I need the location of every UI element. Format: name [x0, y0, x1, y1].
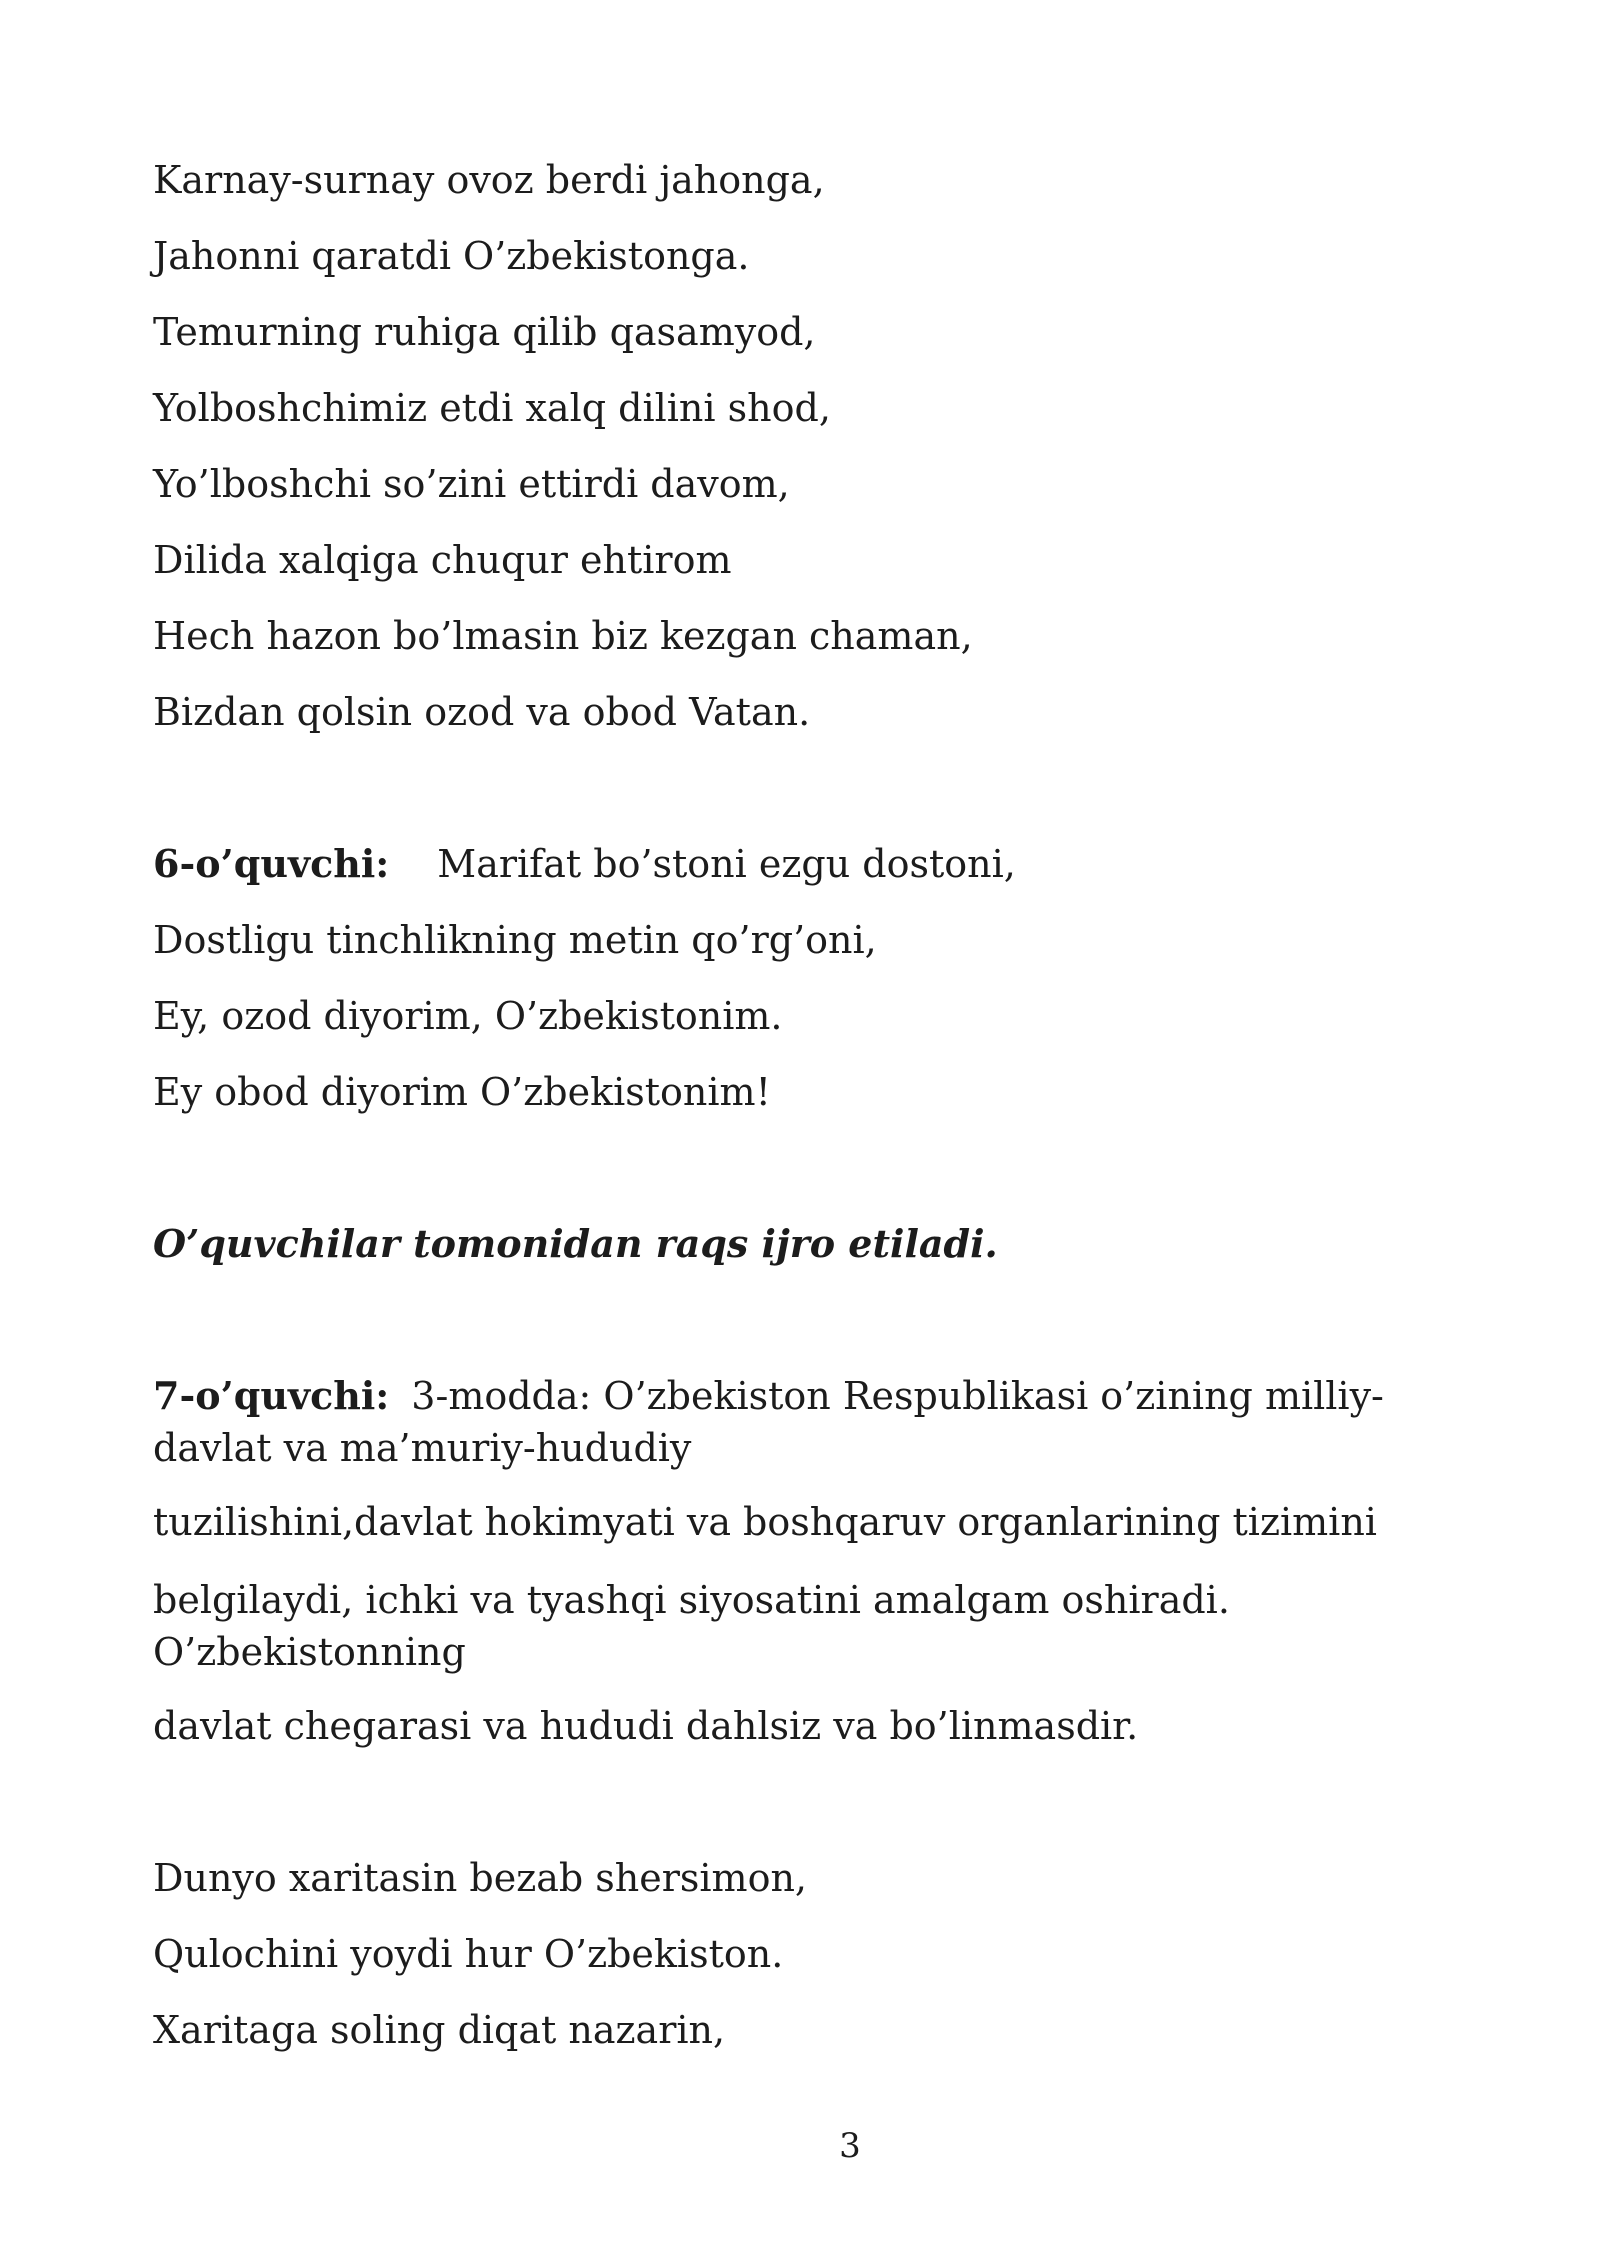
- poem-line: Dilida xalqiga chuqur ehtirom: [153, 538, 732, 582]
- poem-line: Dostligu tinchlikning metin qo’rg’oni,: [153, 918, 877, 962]
- poem-line: Dunyo xaritasin bezab shersimon,: [153, 1856, 808, 1900]
- poem-line: Hech hazon bo’lmasin biz kezgan chaman,: [153, 614, 973, 658]
- poem-line: Ey obod diyorim O’zbekistonim!: [153, 1070, 771, 1114]
- poem-line: Bizdan qolsin ozod va obod Vatan.: [153, 690, 811, 734]
- speaker-label: 6-o’quvchi:: [153, 841, 390, 886]
- student-6-first-line: [153, 838, 1016, 890]
- article-text: belgilaydi, ichki va tyashqi siyosatini amalgam oshiradi. O’zbekistonning: [153, 1578, 1230, 1674]
- page-number: 3: [839, 2126, 861, 2166]
- poem-line: Qulochini yoydi hur O’zbekiston.: [153, 1932, 784, 1976]
- poem-line: Marifat bo’stoni ezgu dostoni,: [437, 842, 1016, 886]
- article-text: 3-modda: O’zbekiston Respublikasi o’zining milliy-davlat va ma’muriy-hududiy: [153, 1374, 1384, 1470]
- article-text: tuzilishini,davlat hokimyati va boshqaruv organlarining tizimini: [153, 1500, 1377, 1544]
- poem-line: Karnay-surnay ovoz berdi jahonga,: [153, 158, 825, 202]
- stage-direction: O’quvchilar tomonidan raqs ijro etiladi.: [153, 1221, 998, 1266]
- poem-line: Xaritaga soling diqat nazarin,: [153, 2008, 726, 2052]
- poem-line: Yolboshchimiz etdi xalq dilini shod,: [153, 386, 831, 430]
- student-7-first-line: [153, 1370, 1453, 1474]
- speaker-label: 7-o’quvchi:: [153, 1373, 390, 1418]
- article-text: davlat chegarasi va hududi dahlsiz va bo’linmasdir.: [153, 1704, 1139, 1748]
- poem-line: Ey, ozod diyorim, O’zbekistonim.: [153, 994, 783, 1038]
- poem-line: Yo’lboshchi so’zini ettirdi davom,: [153, 462, 790, 506]
- poem-line: Jahonni qaratdi O’zbekistonga.: [153, 234, 750, 278]
- poem-line: Temurning ruhiga qilib qasamyod,: [153, 310, 816, 354]
